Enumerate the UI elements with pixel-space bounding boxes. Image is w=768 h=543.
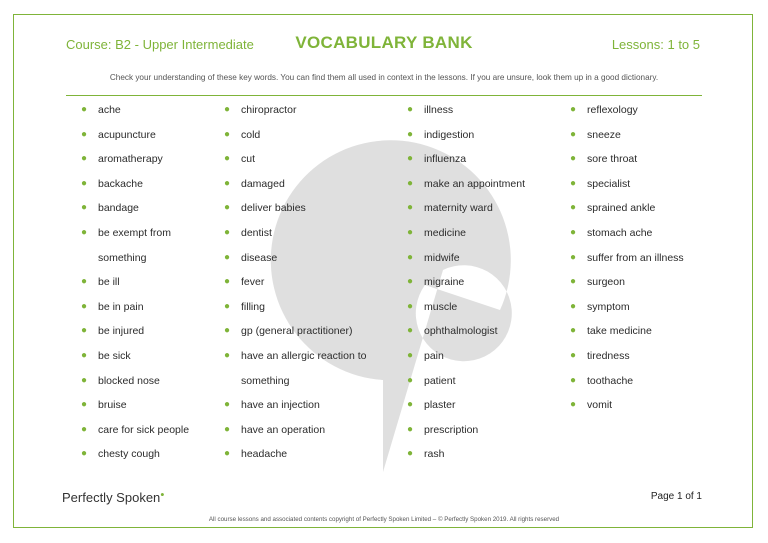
vocab-word: sneeze <box>587 128 621 141</box>
vocab-word: pain <box>424 349 444 362</box>
bullet-dot-icon: ● <box>81 374 88 386</box>
bullet-dot-icon: ● <box>81 325 88 337</box>
bullet-dot-icon: ● <box>407 128 414 140</box>
vocab-column-2 <box>224 98 367 467</box>
bullet-dot-icon: ● <box>224 153 231 165</box>
vocab-item <box>224 98 367 123</box>
vocab-item <box>224 319 367 344</box>
vocab-item <box>224 246 367 271</box>
bullet-dot-icon: ● <box>224 177 231 189</box>
vocab-item <box>407 369 525 394</box>
vocab-word: fever <box>241 276 265 289</box>
bullet-dot-icon: ● <box>224 226 231 238</box>
vocab-item <box>224 147 367 172</box>
vocab-word: be sick <box>98 349 131 362</box>
bullet-dot-icon: ● <box>81 423 88 435</box>
bullet-dot-icon: ● <box>570 177 577 189</box>
bullet-dot-icon: ● <box>407 374 414 386</box>
vocab-item <box>407 319 525 344</box>
bullet-dot-icon: ● <box>407 300 414 312</box>
brand-logo-text: Perfectly Spoken <box>62 490 161 505</box>
vocab-item <box>570 221 684 246</box>
vocab-item <box>570 172 684 197</box>
vocab-item <box>570 123 684 148</box>
vocab-item <box>224 418 367 443</box>
bullet-dot-icon: ● <box>570 226 577 238</box>
vocab-word: plaster <box>424 399 456 412</box>
vocab-item <box>81 344 189 369</box>
vocab-item <box>224 344 367 369</box>
bullet-dot-icon: ● <box>81 202 88 214</box>
bullet-dot-icon: ● <box>407 177 414 189</box>
bullet-dot-icon: ● <box>570 300 577 312</box>
vocab-word: ache <box>98 104 121 116</box>
vocab-item <box>81 295 189 320</box>
vocab-word: be in pain <box>98 300 144 313</box>
vocab-word: symptom <box>587 300 630 313</box>
vocab-item <box>570 196 684 221</box>
vocab-word: bruise <box>98 399 127 412</box>
vocab-word: cut <box>241 153 256 166</box>
vocab-word: maternity ward <box>424 202 493 215</box>
vocab-word: chiropractor <box>241 104 297 116</box>
vocab-word: headache <box>241 448 288 461</box>
vocab-item <box>81 442 189 467</box>
bullet-dot-icon: ● <box>407 349 414 361</box>
vocab-word: have an injection <box>241 399 320 412</box>
bullet-dot-icon: ● <box>81 349 88 361</box>
vocab-item <box>224 123 367 148</box>
page-number: Page 1 of 1 <box>650 491 702 502</box>
bullet-dot-icon: ● <box>570 251 577 263</box>
vocab-word: something <box>98 251 147 264</box>
bullet-dot-icon: ● <box>570 202 577 214</box>
vocab-word: suffer from an illness <box>587 251 684 264</box>
bullet-dot-icon: ● <box>224 276 231 288</box>
bullet-dot-icon: ● <box>407 153 414 165</box>
vocab-word: midwife <box>424 251 460 264</box>
vocab-item <box>224 172 367 197</box>
vocab-item <box>407 123 525 148</box>
bullet-dot-icon: ● <box>81 448 88 460</box>
vocab-word: acupuncture <box>98 128 156 141</box>
copyright-text: All course lessons and associated contents copyright of Perfectly Spoken Limited – © Perfectly Spoken 2019. All rights reserved <box>208 516 560 523</box>
vocab-word: medicine <box>424 226 467 239</box>
vocab-item <box>570 246 684 271</box>
page-title: VOCABULARY BANK <box>295 33 473 52</box>
vocab-word: dentist <box>241 226 272 239</box>
bullet-dot-icon: ● <box>224 399 231 411</box>
vocab-word: aromatherapy <box>98 153 163 166</box>
bullet-dot-icon: ● <box>570 104 577 115</box>
vocab-column-1 <box>81 98 190 467</box>
vocab-item <box>224 295 367 320</box>
vocab-item <box>407 221 525 246</box>
vocab-item <box>407 147 525 172</box>
vocab-item <box>407 344 525 369</box>
vocab-item <box>407 98 525 123</box>
vocab-word: reflexology <box>587 104 638 116</box>
bullet-dot-icon: ● <box>407 226 414 238</box>
vocab-word: vomit <box>587 399 613 412</box>
bullet-dot-icon: ● <box>224 325 231 337</box>
vocab-item <box>81 270 189 295</box>
vocab-item <box>81 393 189 418</box>
vocab-word: cold <box>241 128 261 141</box>
bullet-dot-icon: ● <box>407 251 414 263</box>
vocab-item <box>224 393 367 418</box>
vocab-word: filling <box>241 300 265 313</box>
bullet-dot-icon: ● <box>407 448 414 460</box>
vocab-item <box>570 98 684 123</box>
vocab-item <box>81 319 189 344</box>
bullet-dot-icon: ● <box>81 300 88 312</box>
bullet-dot-icon: ● <box>224 349 231 361</box>
vocab-column-4 <box>570 98 684 418</box>
vocab-word: indigestion <box>424 128 475 141</box>
vocab-item <box>407 393 525 418</box>
vocab-item <box>407 196 525 221</box>
brand-logo <box>62 490 165 505</box>
vocab-word: damaged <box>241 177 285 190</box>
vocab-word: sore throat <box>587 153 638 166</box>
vocab-item <box>81 123 189 148</box>
vocab-item <box>224 442 367 467</box>
vocab-word: surgeon <box>587 276 625 289</box>
header-divider <box>66 95 702 96</box>
vocab-word: gp (general practitioner) <box>241 325 353 338</box>
vocab-word: be ill <box>98 276 120 289</box>
vocab-item <box>570 319 684 344</box>
vocab-item <box>81 98 189 123</box>
vocab-item <box>81 147 189 172</box>
vocab-word: care for sick people <box>98 423 190 436</box>
bullet-dot-icon: ● <box>224 423 231 435</box>
vocab-item <box>98 246 189 271</box>
vocab-word: blocked nose <box>98 374 160 387</box>
vocab-item <box>570 344 684 369</box>
vocab-word: patient <box>424 374 456 387</box>
vocab-word: take medicine <box>587 325 652 338</box>
vocab-item <box>81 172 189 197</box>
vocab-word: migraine <box>424 276 465 289</box>
bullet-dot-icon: ● <box>224 202 231 214</box>
vocab-item <box>407 270 525 295</box>
vocab-word: have an operation <box>241 423 326 436</box>
bullet-dot-icon: ● <box>570 276 577 288</box>
bullet-dot-icon: ● <box>81 399 88 411</box>
vocab-item <box>407 246 525 271</box>
vocab-word: deliver babies <box>241 202 306 215</box>
vocab-word: make an appointment <box>424 177 525 190</box>
vocab-word: prescription <box>424 423 479 436</box>
bullet-dot-icon: ● <box>407 202 414 214</box>
vocab-word: bandage <box>98 202 139 215</box>
bullet-dot-icon: ● <box>224 300 231 312</box>
vocab-item <box>407 442 525 467</box>
vocab-item <box>224 270 367 295</box>
vocab-item <box>81 221 189 246</box>
bullet-dot-icon: ● <box>224 251 231 263</box>
lessons-label: Lessons: 1 to 5 <box>611 37 700 52</box>
bullet-dot-icon: ● <box>407 423 414 435</box>
vocab-item <box>224 196 367 221</box>
vocab-word: specialist <box>587 177 631 190</box>
bullet-dot-icon: ● <box>81 276 88 288</box>
bullet-dot-icon: ● <box>81 153 88 165</box>
bullet-dot-icon: ● <box>570 128 577 140</box>
vocab-word: stomach ache <box>587 226 653 239</box>
brand-logo-dot: ● <box>160 491 165 499</box>
bullet-dot-icon: ● <box>81 177 88 189</box>
bullet-dot-icon: ● <box>224 104 231 115</box>
vocab-word: be injured <box>98 325 145 338</box>
vocab-item <box>224 221 367 246</box>
bullet-dot-icon: ● <box>81 104 88 115</box>
vocab-word: influenza <box>424 153 467 166</box>
bullet-dot-icon: ● <box>407 104 414 115</box>
vocab-word: chesty cough <box>98 448 160 461</box>
bullet-dot-icon: ● <box>570 153 577 165</box>
vocab-word: backache <box>98 177 143 190</box>
vocab-word: muscle <box>424 300 458 313</box>
vocab-item <box>570 270 684 295</box>
bullet-dot-icon: ● <box>570 325 577 337</box>
bullet-dot-icon: ● <box>570 374 577 386</box>
bullet-dot-icon: ● <box>81 128 88 140</box>
vocab-column-3 <box>407 98 525 467</box>
bullet-dot-icon: ● <box>81 226 88 238</box>
bullet-dot-icon: ● <box>407 276 414 288</box>
bullet-dot-icon: ● <box>407 399 414 411</box>
vocab-word: something <box>241 374 290 387</box>
bullet-dot-icon: ● <box>407 325 414 337</box>
vocab-word: ophthalmologist <box>424 325 498 338</box>
vocab-word: tiredness <box>587 349 630 362</box>
vocab-word: be exempt from <box>98 226 171 239</box>
bullet-dot-icon: ● <box>570 399 577 411</box>
bullet-dot-icon: ● <box>570 349 577 361</box>
vocab-word: toothache <box>587 374 634 387</box>
vocab-word: have an allergic reaction to <box>241 349 367 362</box>
vocab-item <box>241 369 367 394</box>
vocab-item <box>570 295 684 320</box>
vocab-item <box>570 369 684 394</box>
vocab-word: illness <box>424 104 454 116</box>
vocab-item <box>81 196 189 221</box>
vocab-item <box>407 172 525 197</box>
vocab-item <box>81 369 189 394</box>
vocab-item <box>570 393 684 418</box>
vocab-item <box>407 295 525 320</box>
instructions-text: Check your understanding of these key words. You can find them all used in context in the lessons. If you are unsure, look them up in a good dictionary. <box>109 73 659 82</box>
vocab-word: sprained ankle <box>587 202 656 215</box>
bullet-dot-icon: ● <box>224 448 231 460</box>
vocab-word: disease <box>241 251 278 264</box>
vocab-item <box>570 147 684 172</box>
course-label: Course: B2 - Upper Intermediate <box>66 37 254 52</box>
bullet-dot-icon: ● <box>224 128 231 140</box>
vocab-word: rash <box>424 448 445 461</box>
vocab-item <box>81 418 190 443</box>
vocab-item <box>407 418 525 443</box>
